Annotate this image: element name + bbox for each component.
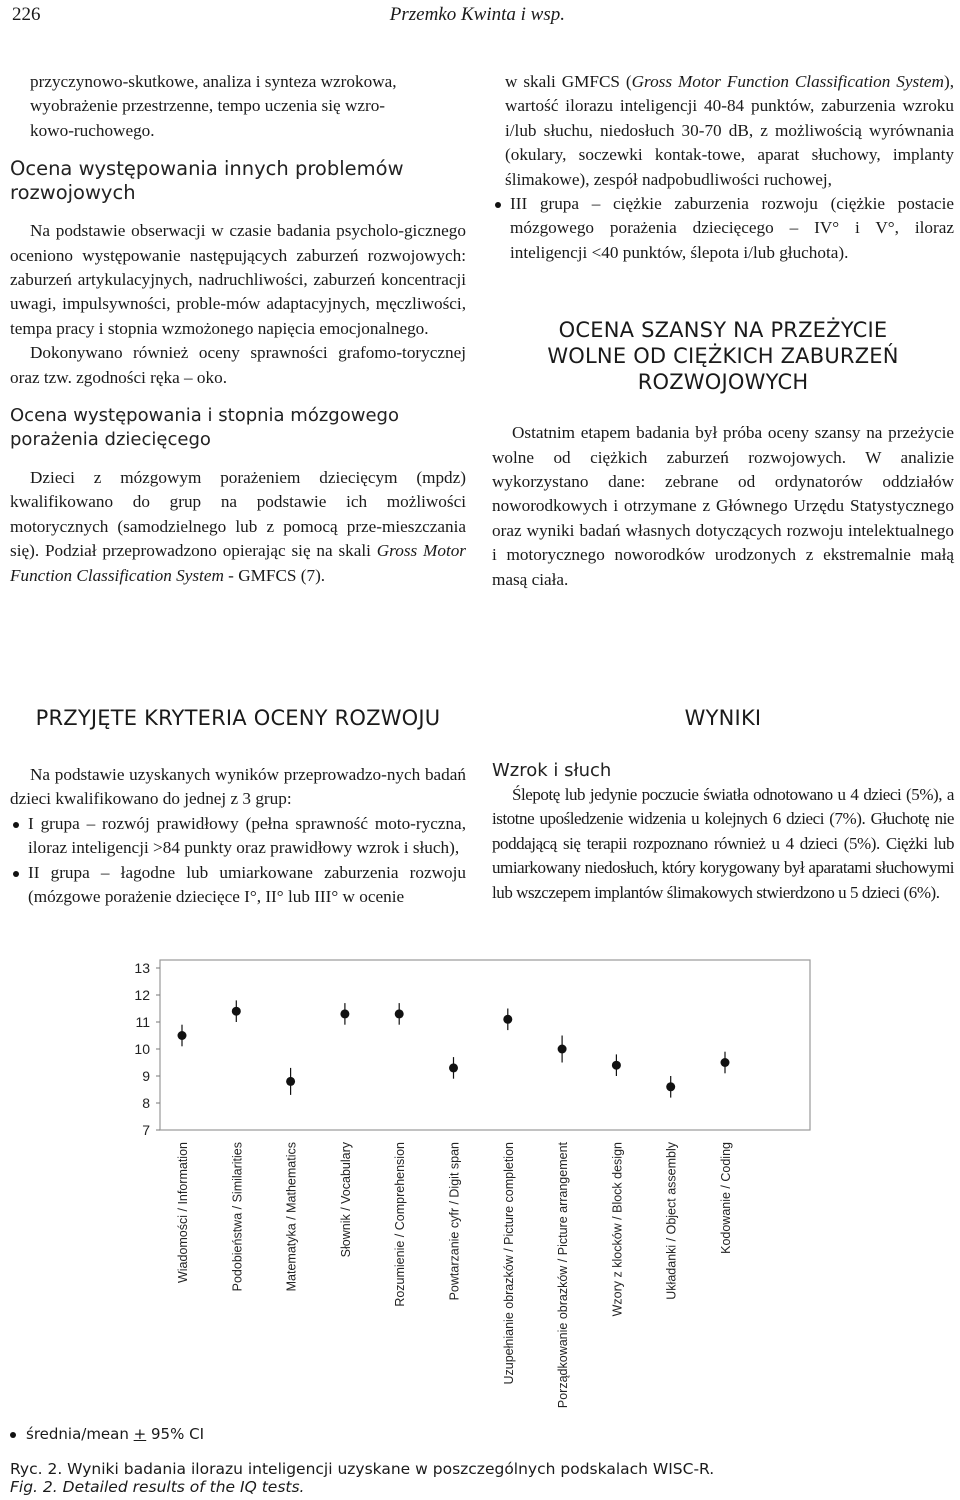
mean-point [666, 1082, 675, 1091]
y-tick-label: 7 [142, 1122, 150, 1138]
mean-point [395, 1009, 404, 1018]
plot-frame [160, 960, 810, 1130]
x-tick-label: Wzory z klocków / Block design [610, 1142, 625, 1317]
text-run: ), wartość ilorazu inteligencji 40-84 punktów, zaburzenia wzroku i/lub słuchu, niedosłuch 30-70 dB, z możliwością wyrównania (okulary, soczewki kontak-towe, aparat słuchowy, implanty ślimakowe), zespół nadpobudliwości ruchowej, [505, 72, 954, 189]
mean-point [558, 1045, 567, 1054]
page-number: 226 [12, 4, 41, 25]
chart-legend [10, 1425, 204, 1443]
group-list [10, 812, 466, 910]
text-run: w skali GMFCS ( [505, 72, 632, 91]
paragraph-survival: Ostatnim etapem badania był próba oceny szansy na przeżycie wolne od ciężkich zaburzeń rozwojowych. W analizie wykorzystano dane: zebrane od ordynatorów oddziałów noworodkowych i otrzymane z Głównego Urzędu Statystycznego oraz wyniki badań własnych dotyczących rozwoju intelektualnego i motorycznego noworodków urodzonych z ekstremalnie małą masą ciała. [492, 423, 954, 589]
subheading-line: rozwojowych [10, 181, 136, 205]
mean-point [232, 1007, 241, 1016]
x-tick-labels [176, 1141, 733, 1408]
y-tick-label: 11 [135, 1014, 150, 1030]
right-column [492, 70, 954, 592]
left-column-lower [10, 705, 466, 909]
subheading-vision-hearing: Wzrok i słuch [492, 760, 612, 781]
legend-text: średnia/mean [26, 1425, 134, 1443]
x-tick-label: Powtarzanie cyfr / Digit span [447, 1142, 462, 1301]
legend-text: 95% CI [146, 1425, 204, 1443]
x-tick-label: Matematyka / Mathematics [284, 1142, 299, 1292]
mean-point [721, 1058, 730, 1067]
heading-line: ROZWOJOWYCH [637, 370, 809, 395]
mean-point [612, 1061, 621, 1070]
paragraph-graphomotor: Dokonywano również oceny sprawności grafomo-torycznej oraz tzw. zgodności ręka – oko. [10, 343, 466, 387]
subheading-line: Ocena występowania innych problemów [10, 157, 404, 181]
text-run: - GMFCS (7). [223, 565, 326, 585]
chart-points [178, 1000, 730, 1097]
right-column-lower [492, 705, 954, 905]
wisc-r-chart [120, 950, 820, 1445]
left-column [10, 70, 466, 588]
mean-point [503, 1015, 512, 1024]
x-tick-label: Podobieństwa / Similarities [230, 1142, 245, 1292]
heading-results: WYNIKI [684, 706, 762, 730]
x-tick-label: Rozumienie / Comprehension [393, 1142, 408, 1307]
mean-point [178, 1031, 187, 1040]
legend-plusminus: + [133, 1425, 147, 1443]
intro-paragraph [10, 70, 466, 143]
list-item-group-1: I grupa – rozwój prawidłowy (pełna sprawność moto-ryczna, iloraz inteligencji >84 punkty oraz prawidłowy wzrok i słuch), [10, 812, 466, 861]
x-tick-label: Wiadomości / Information [176, 1142, 190, 1284]
group-list-cont [492, 192, 954, 265]
figure-caption-en: Fig. 2. Detailed results of the IQ tests. [10, 1478, 305, 1496]
chart-axes [160, 960, 810, 1130]
figure-caption-pl: Ryc. 2. Wyniki badania ilorazu inteligencji uzyskane w poszczególnych podskalach WISC-R. [10, 1460, 715, 1478]
y-tick-label: 13 [134, 960, 150, 976]
subheading-other-problems [10, 157, 466, 205]
paragraph-groups-intro: Na podstawie uzyskanych wyników przeprowadzo-nych badań dzieci kwalifikowano do jednej z 3 grup: [10, 765, 466, 809]
mean-point [286, 1077, 295, 1086]
x-tick-label: Układanki / Object assembly [664, 1142, 679, 1300]
list-item-group-2: II grupa – łagodne lub umiarkowane zaburzenia rozwoju (mózgowe porażenie dziecięce I°, II° lub III° w ocenie [10, 861, 466, 910]
text-run: Dzieci z mózgowym porażeniem dziecięcym (mpdz) kwalifikowano do grup na podstawie ich możliwości motorycznych (samodzielnego lub z pomocą prze-mieszczania się). Podział przeprowadzono opierając się na skali [10, 468, 466, 561]
intro-line: kowo-ruchowego. [30, 120, 155, 140]
paragraph-vision-hearing: Ślepotę lub jedynie poczucie światła odnotowano u 4 dzieci (5%), a istotne upośledzenie widzenia u kolejnych 6 dzieci (7%). Głuchotę nie poddającą się terapii rozpoznano również u 4 dzieci (5%). Ciężki lub umiarkowany niedosłuch, który korygowany był aparatami słuchowymi lub wszczepem implantów ślimakowych stwierdzono u 5 dzieci (6%). [492, 785, 954, 902]
paragraph-group-2-cont [492, 70, 954, 192]
y-tick-label: 10 [134, 1041, 150, 1057]
heading-survival-chance [492, 317, 954, 395]
heading-criteria: PRZYJĘTE KRYTERIA OCENY ROZWOJU [35, 706, 441, 730]
y-tick-label: 8 [142, 1095, 150, 1111]
x-tick-label: Porządkowanie obrazków / Picture arrangement [556, 1142, 571, 1409]
subheading-line: porażenia dziecięcego [10, 429, 211, 451]
x-tick-label: Uzupełnianie obrazków / Picture completion [501, 1142, 516, 1385]
y-tick-labels [134, 960, 160, 1138]
running-header-authors: Przemko Kwinta i wsp. [389, 4, 565, 25]
italic-term: Gross Motor Function Classification System [10, 541, 466, 585]
y-tick-label: 12 [134, 987, 150, 1003]
intro-line: przyczynowo-skutkowe, analiza i synteza wzrokowa, [30, 72, 397, 91]
heading-line: OCENA SZANSY NA PRZEŻYCIE [558, 318, 888, 343]
x-tick-label: Kodowanie / Coding [719, 1142, 733, 1254]
heading-line: WOLNE OD CIĘŻKICH ZABURZEŃ [547, 344, 899, 369]
mean-point [449, 1063, 458, 1072]
list-item-group-3: III grupa – ciężkie zaburzenia rozwoju (ciężkie postacie mózgowego porażenia dziecięcego – IV° i V°, iloraz inteligencji <40 punktów, ślepota i/lub głuchota). [492, 192, 954, 265]
subheading-cerebral-palsy [10, 404, 466, 452]
italic-term: Gross Motor Function Classification System [631, 72, 944, 91]
paragraph-observation: Na podstawie obserwacji w czasie badania psycholo-gicznego oceniono występowanie następujących zaburzeń rozwojowych: zaburzeń artykulacyjnych, nadruchliwości, zaburzeń koncentracji uwagi, impulsywności, proble-mów adaptacyjnych, męczliwości, tempa pracy i stopnia wzmożonego napięcia emocjonalnego. [10, 221, 466, 338]
intro-line: wyobrażenie przestrzenne, tempo uczenia się wzro- [30, 96, 386, 116]
paragraph-gmfcs [10, 466, 466, 588]
y-tick-label: 9 [142, 1068, 150, 1084]
mean-point [340, 1009, 349, 1018]
subheading-line: Ocena występowania i stopnia mózgowego [10, 405, 399, 427]
x-tick-label: Słownik / Vocabulary [338, 1142, 353, 1258]
legend-marker-icon [10, 1432, 16, 1438]
